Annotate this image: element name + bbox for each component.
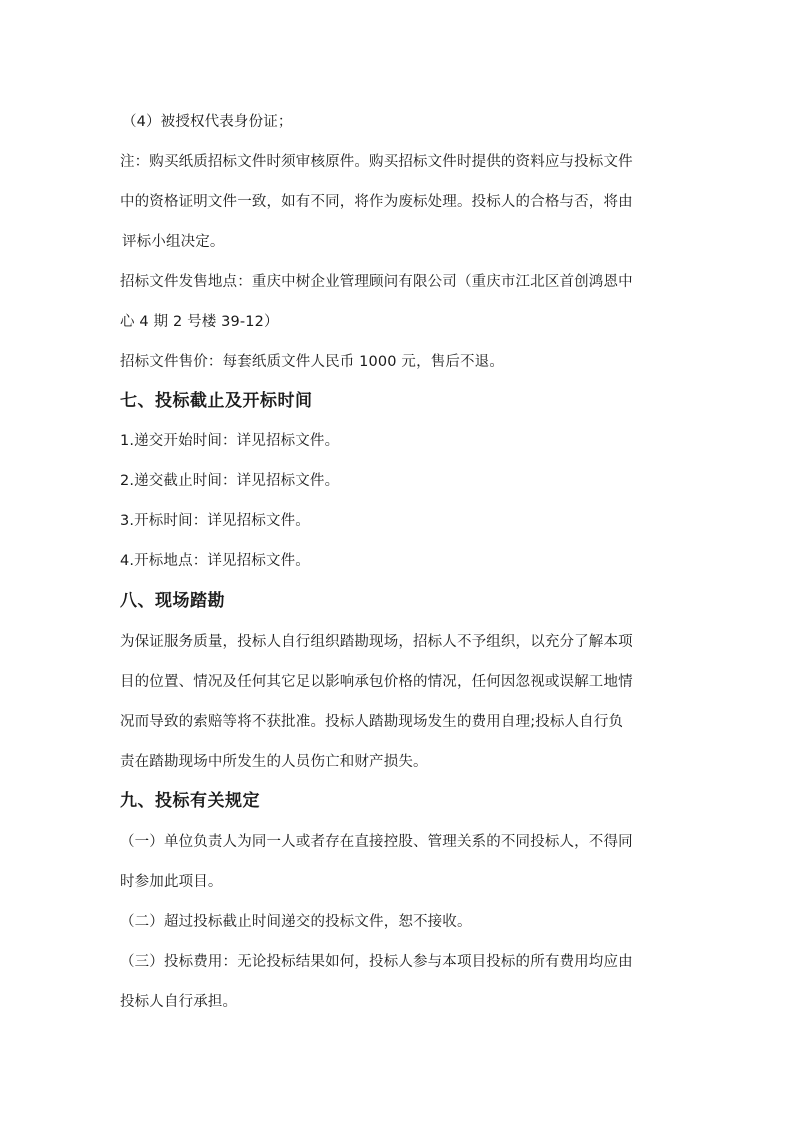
section-8-line-1: 为保证服务质量，投标人自行组织踏勘现场，招标人不予组织，以充分了解本项 [120,634,633,650]
section-9-heading: 九、投标有关规定 [120,791,260,811]
id-card-item: （4）被授权代表身份证； [122,114,293,130]
sale-price: 招标文件售价：每套纸质文件人民币 1000 元，售后不退。 [120,354,504,370]
section-9-line-1: （一）单位负责人为同一人或者存在直接控股、管理关系的不同投标人，不得同 [120,834,633,850]
note-line-1: 注：购买纸质招标文件时须审核原件。购买招标文件时提供的资料应与投标文件 [120,154,633,170]
section-8-line-3: 况而导致的索赔等将不获批准。投标人踏勘现场发生的费用自理;投标人自行负 [120,714,624,730]
section-7-item-4: 4.开标地点：详见招标文件。 [120,553,310,569]
section-9-line-4: （三）投标费用：无论投标结果如何，投标人参与本项目投标的所有费用均应由 [120,954,633,970]
section-8-heading: 八、现场踏勘 [120,591,225,611]
note-line-2: 中的资格证明文件一致，如有不同，将作为废标处理。投标人的合格与否，将由 [120,194,633,210]
section-9-line-5: 投标人自行承担。 [120,994,238,1010]
section-8-line-2: 目的位置、情况及任何其它足以影响承包价格的情况，任何因忽视或误解工地情 [120,674,633,690]
section-8-line-4: 责在踏勘现场中所发生的人员伤亡和财产损失。 [120,754,428,770]
sale-location-line-1: 招标文件发售地点：重庆中树企业管理顾问有限公司（重庆市江北区首创鸿恩中 [120,274,633,290]
section-7-item-1: 1.递交开始时间：详见招标文件。 [120,433,340,449]
note-line-3: 评标小组决定。 [122,234,225,250]
section-9-line-2: 时参加此项目。 [120,874,223,890]
section-7-item-3: 3.开标时间：详见招标文件。 [120,513,310,529]
section-7-heading: 七、投标截止及开标时间 [120,391,313,411]
section-7-item-2: 2.递交截止时间：详见招标文件。 [120,473,340,489]
section-9-line-3: （二）超过投标截止时间递交的投标文件，恕不接收。 [120,914,472,930]
sale-location-line-2: 心 4 期 2 号楼 39-12） [120,314,279,330]
